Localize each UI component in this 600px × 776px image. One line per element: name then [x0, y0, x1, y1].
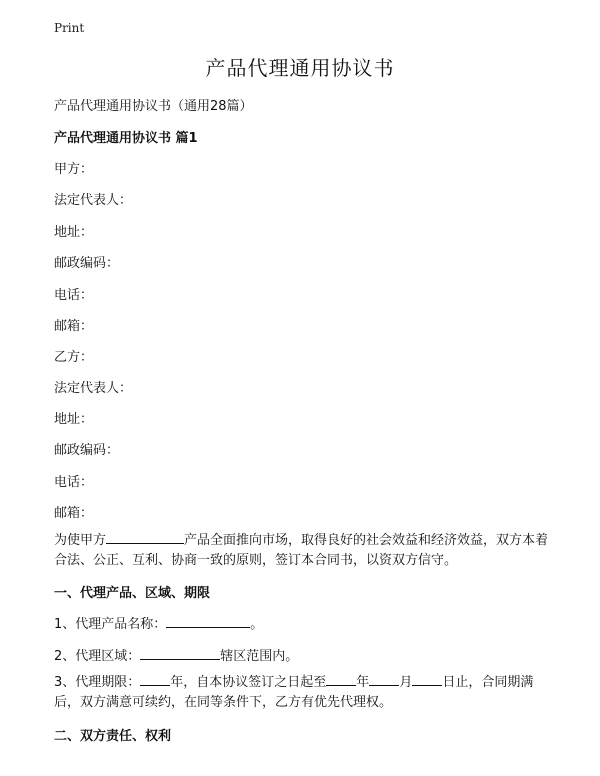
intro-text-end: 产品全面推向市场，取得良好的社会效益和经济效益，双方本着合法、公正、互利、协商一致的原则，签订本合同书，以资双方信守。 — [54, 533, 549, 568]
item-term-year: 年 — [356, 675, 370, 690]
item-term-label: 3、代理期限： — [54, 675, 141, 690]
print-link[interactable]: Print — [54, 21, 85, 35]
party-a-address: 地址： — [54, 225, 94, 240]
intro-text-start: 为使甲方 — [54, 533, 107, 548]
item-product-name-end: 。 — [250, 617, 264, 632]
item-region-blank — [140, 646, 220, 660]
document-subtitle: 产品代理通用协议书（通用28篇） — [54, 99, 253, 114]
party-b-phone: 电话： — [54, 475, 94, 490]
item-term-month: 月 — [399, 675, 413, 690]
section-heading: 产品代理通用协议书 篇1 — [54, 131, 198, 146]
item-product-name-label: 1、代理产品名称： — [54, 617, 167, 632]
end-day-blank — [412, 672, 442, 686]
party-b-email: 邮箱： — [54, 506, 94, 521]
party-a-representative: 法定代表人： — [54, 193, 133, 208]
party-b-representative: 法定代表人： — [54, 381, 133, 396]
party-b-postcode: 邮政编码： — [54, 443, 120, 458]
term-years-blank — [140, 672, 170, 686]
document-title: 产品代理通用协议书 — [205, 56, 395, 80]
heading-products-region-term: 一、代理产品、区域、期限 — [54, 586, 211, 601]
party-b-address: 地址： — [54, 412, 94, 427]
item-region-end: 辖区范围内。 — [220, 649, 299, 664]
heading-responsibilities-rights: 二、双方责任、权利 — [54, 729, 172, 744]
intro-paragraph — [54, 530, 554, 571]
end-month-blank — [369, 672, 399, 686]
item-term-text: 年，自本协议签订之日起至 — [170, 675, 327, 690]
item-product-name — [54, 613, 263, 632]
party-a-postcode: 邮政编码： — [54, 256, 120, 271]
party-a-phone: 电话： — [54, 288, 94, 303]
party-b-name: 乙方： — [54, 350, 94, 365]
item-term — [54, 672, 554, 713]
product-name-blank — [106, 530, 184, 544]
party-a-name: 甲方： — [54, 162, 94, 177]
item-region-label: 2、代理区域： — [54, 649, 141, 664]
end-year-blank — [326, 672, 356, 686]
item-product-name-blank — [166, 614, 250, 628]
item-term-end: 日止，合同期满后，双方满意可续约，在同等条件下，乙方有优先代理权。 — [54, 675, 534, 710]
item-region — [54, 645, 298, 664]
party-a-email: 邮箱： — [54, 319, 94, 334]
